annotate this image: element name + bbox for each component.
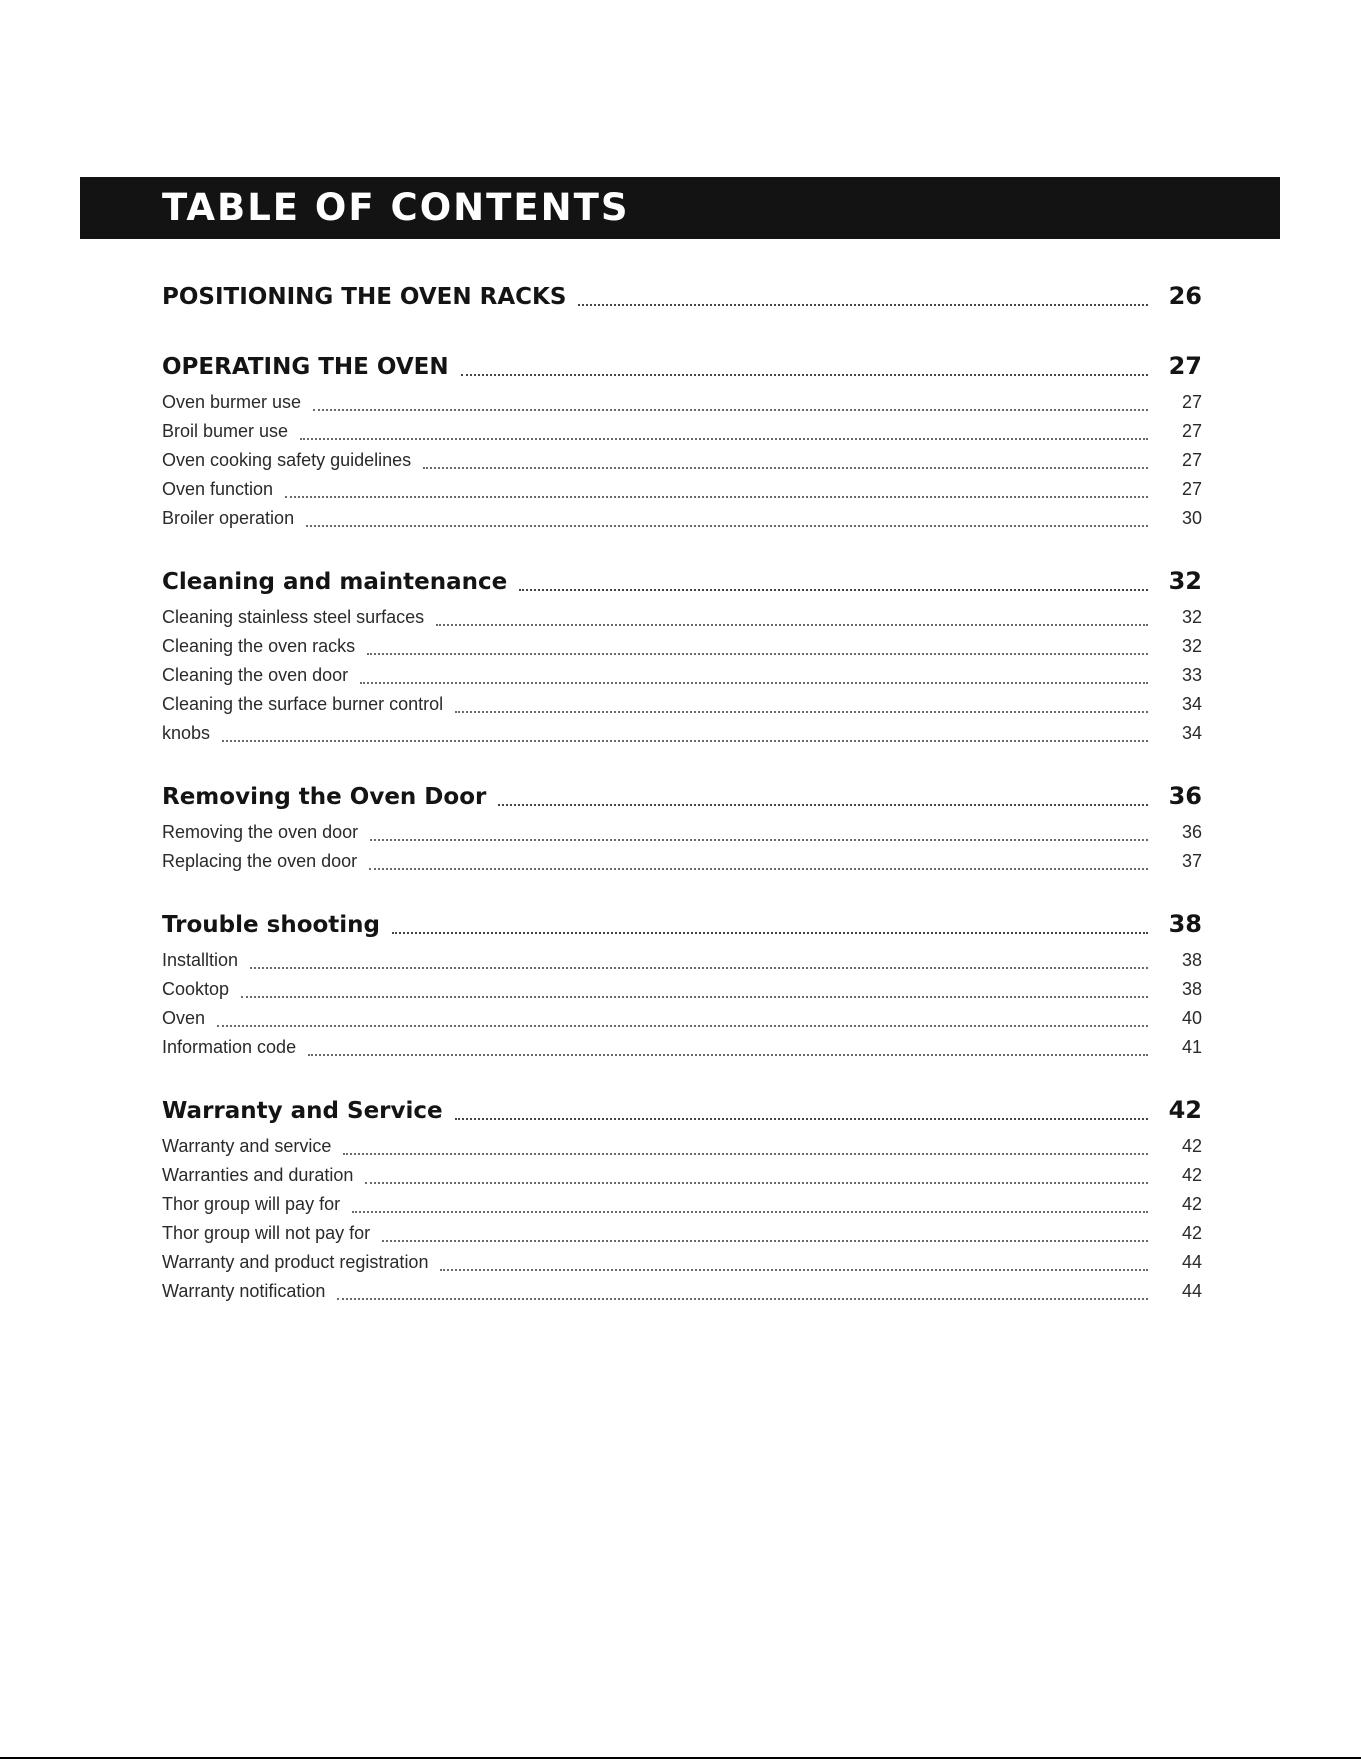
toc-entry-page-number: 42	[1181, 1223, 1202, 1243]
dot-leader	[308, 1054, 1148, 1056]
toc-entry-page-number: 32	[1181, 607, 1202, 627]
toc-entry-label: Warranty and service	[162, 1136, 332, 1156]
table-of-contents	[162, 282, 1202, 1340]
toc-entry[interactable]	[162, 950, 1202, 979]
toc-entry[interactable]	[162, 1223, 1202, 1252]
toc-entry-page-number: 34	[1181, 723, 1202, 743]
toc-entry-label: Information code	[162, 1037, 297, 1057]
toc-entry[interactable]	[162, 392, 1202, 421]
toc-entry-page-number: 42	[1181, 1136, 1202, 1156]
toc-entry[interactable]	[162, 1252, 1202, 1281]
toc-section-heading-page-number: 36	[1168, 782, 1202, 810]
dot-leader	[285, 496, 1148, 498]
toc-entry-page-number: 36	[1181, 822, 1202, 842]
toc-section-heading-page-number: 26	[1168, 282, 1202, 310]
dot-leader	[370, 839, 1148, 841]
dot-leader	[498, 804, 1148, 806]
toc-section	[162, 910, 1202, 1066]
toc-entry-label: Warranties and duration	[162, 1165, 354, 1185]
toc-entry[interactable]	[162, 694, 1202, 723]
toc-entry-page-number: 42	[1181, 1165, 1202, 1185]
toc-entry[interactable]	[162, 607, 1202, 636]
bottom-divider	[0, 1757, 1361, 1759]
toc-entry-page-number: 27	[1181, 479, 1202, 499]
dot-leader	[369, 868, 1148, 870]
dot-leader	[306, 525, 1148, 527]
toc-entry-label: Warranty notification	[162, 1281, 326, 1301]
toc-entry[interactable]	[162, 479, 1202, 508]
toc-section-heading[interactable]	[162, 567, 1202, 607]
toc-entry-label: Installtion	[162, 950, 239, 970]
dot-leader	[300, 438, 1148, 440]
toc-entry-page-number: 37	[1181, 851, 1202, 871]
toc-entry-label: Cleaning the oven racks	[162, 636, 356, 656]
toc-entry[interactable]	[162, 1008, 1202, 1037]
toc-entry[interactable]	[162, 508, 1202, 537]
toc-entry-label: Replacing the oven door	[162, 851, 358, 871]
page-title: TABLE OF CONTENTS	[162, 186, 630, 229]
dot-leader	[461, 374, 1148, 376]
title-banner	[80, 177, 1280, 239]
dot-leader	[222, 740, 1148, 742]
toc-entry[interactable]	[162, 1165, 1202, 1194]
toc-entry-label: Cooktop	[162, 979, 230, 999]
dot-leader	[578, 304, 1148, 306]
toc-entry-page-number: 32	[1181, 636, 1202, 656]
toc-entry[interactable]	[162, 723, 1202, 752]
toc-entry-label: Cleaning stainless steel surfaces	[162, 607, 425, 627]
toc-section	[162, 352, 1202, 537]
dot-leader	[519, 589, 1148, 591]
toc-entry-page-number: 41	[1181, 1037, 1202, 1057]
toc-entry[interactable]	[162, 1136, 1202, 1165]
dot-leader	[436, 624, 1148, 626]
toc-entry-page-number: 44	[1181, 1281, 1202, 1301]
toc-section-heading-page-number: 42	[1168, 1096, 1202, 1124]
toc-entry-label: Oven function	[162, 479, 274, 499]
toc-section-heading-label: Cleaning and maintenance	[162, 569, 508, 595]
toc-entry-page-number: 42	[1181, 1194, 1202, 1214]
toc-section-heading[interactable]	[162, 1096, 1202, 1136]
toc-entry-page-number: 38	[1181, 979, 1202, 999]
dot-leader	[455, 1118, 1148, 1120]
toc-entry-page-number: 33	[1181, 665, 1202, 685]
toc-section-heading-label: Removing the Oven Door	[162, 784, 487, 810]
toc-section	[162, 567, 1202, 752]
toc-section-heading-label: Trouble shooting	[162, 912, 381, 938]
toc-section	[162, 782, 1202, 880]
dot-leader	[250, 967, 1148, 969]
toc-entry[interactable]	[162, 636, 1202, 665]
dot-leader	[313, 409, 1148, 411]
toc-entry-page-number: 27	[1181, 392, 1202, 412]
dot-leader	[217, 1025, 1148, 1027]
toc-entry[interactable]	[162, 421, 1202, 450]
toc-section-heading-page-number: 27	[1168, 352, 1202, 380]
toc-entry[interactable]	[162, 450, 1202, 479]
dot-leader	[392, 932, 1148, 934]
toc-entry-label: Removing the oven door	[162, 822, 359, 842]
toc-entry-label: Cleaning the surface burner control	[162, 694, 444, 714]
toc-section-heading-page-number: 32	[1168, 567, 1202, 595]
toc-entry-label: Broiler operation	[162, 508, 295, 528]
toc-entry-page-number: 40	[1181, 1008, 1202, 1028]
toc-entry[interactable]	[162, 851, 1202, 880]
toc-entry[interactable]	[162, 665, 1202, 694]
toc-entry-page-number: 27	[1181, 421, 1202, 441]
toc-entry-label: Broil bumer use	[162, 421, 289, 441]
toc-section-heading-label: POSITIONING THE OVEN RACKS	[162, 284, 567, 310]
toc-entry-label: knobs	[162, 723, 211, 743]
toc-entry-page-number: 30	[1181, 508, 1202, 528]
toc-entry-page-number: 34	[1181, 694, 1202, 714]
toc-section-heading-label: Warranty and Service	[162, 1098, 443, 1124]
dot-leader	[367, 653, 1148, 655]
toc-entry-label: Thor group will pay for	[162, 1194, 341, 1214]
dot-leader	[337, 1298, 1148, 1300]
toc-entry-label: Thor group will not pay for	[162, 1223, 371, 1243]
dot-leader	[455, 711, 1148, 713]
dot-leader	[365, 1182, 1148, 1184]
toc-section-heading[interactable]	[162, 282, 1202, 322]
toc-entry-label: Oven burmer use	[162, 392, 302, 412]
dot-leader	[343, 1153, 1148, 1155]
toc-entry-page-number: 44	[1181, 1252, 1202, 1272]
dot-leader	[382, 1240, 1148, 1242]
toc-section-heading-label: OPERATING THE OVEN	[162, 354, 449, 380]
dot-leader	[360, 682, 1148, 684]
toc-entry[interactable]	[162, 979, 1202, 1008]
toc-section-heading-page-number: 38	[1168, 910, 1202, 938]
toc-section-heading[interactable]	[162, 782, 1202, 822]
dot-leader	[423, 467, 1148, 469]
toc-entry[interactable]	[162, 1281, 1202, 1310]
dot-leader	[352, 1211, 1148, 1213]
toc-entry-page-number: 27	[1181, 450, 1202, 470]
toc-section-heading[interactable]	[162, 352, 1202, 392]
toc-entry-label: Oven cooking safety guidelines	[162, 450, 412, 470]
toc-entry-label: Warranty and product registration	[162, 1252, 429, 1272]
toc-entry-label: Oven	[162, 1008, 206, 1028]
toc-entry-label: Cleaning the oven door	[162, 665, 349, 685]
dot-leader	[241, 996, 1148, 998]
toc-section	[162, 1096, 1202, 1310]
toc-section-heading[interactable]	[162, 910, 1202, 950]
dot-leader	[440, 1269, 1148, 1271]
toc-section	[162, 282, 1202, 322]
toc-entry[interactable]	[162, 1037, 1202, 1066]
toc-entry[interactable]	[162, 1194, 1202, 1223]
toc-entry[interactable]	[162, 822, 1202, 851]
toc-entry-page-number: 38	[1181, 950, 1202, 970]
